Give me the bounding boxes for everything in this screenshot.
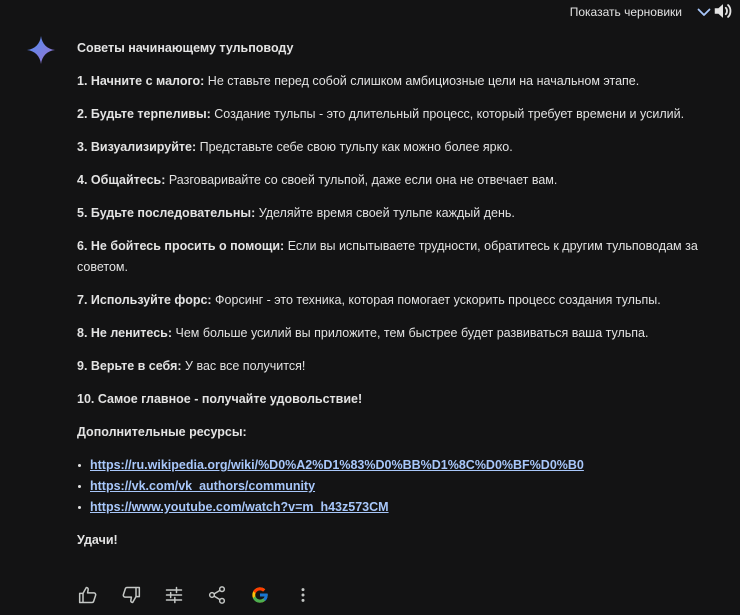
tip-item	[77, 236, 717, 278]
tip-item	[77, 323, 717, 344]
tip-item	[77, 137, 717, 158]
tip-label: 10. Самое главное - получайте удовольствие!	[77, 392, 363, 406]
tip-text: Создание тульпы - это длительный процесс, который требует времени и усилий.	[210, 107, 685, 121]
tip-item	[77, 170, 717, 191]
thumbs-down-icon	[121, 585, 141, 605]
list-item	[90, 497, 717, 518]
tune-icon	[164, 585, 184, 605]
thumbs-up-icon	[78, 585, 98, 605]
tip-label: 6. Не бойтесь просить о помощи:	[77, 239, 285, 253]
show-drafts-label: Показать черновики	[569, 5, 682, 19]
tip-text: Если вы испытываете трудности, обратитесь к другим тульповодам за советом.	[77, 239, 698, 274]
resources-title: Дополнительные ресурсы:	[77, 425, 247, 439]
more-vert-icon	[293, 585, 313, 605]
more-options-button[interactable]	[292, 584, 314, 606]
show-drafts-button[interactable]	[570, 4, 712, 20]
tip-item	[77, 356, 717, 377]
tip-item	[77, 71, 717, 92]
tip-text: Разговаривайте со своей тульпой, даже если она не отвечает вам.	[165, 173, 558, 187]
tip-label: 4. Общайтесь:	[77, 173, 166, 187]
tip-label: 9. Верьте в себя:	[77, 359, 182, 373]
tip-item	[77, 104, 717, 125]
thumbs-up-button[interactable]	[77, 584, 99, 606]
youtube-link[interactable]: https://www.youtube.com/watch?v=m_h43z573CM	[90, 500, 389, 514]
tip-label: 3. Визуализируйте:	[77, 140, 197, 154]
google-icon	[250, 585, 270, 605]
response-title: Советы начинающему тульповоду	[77, 41, 294, 55]
tip-label: 5. Будьте последовательны:	[77, 206, 256, 220]
tip-item	[77, 203, 717, 224]
wikipedia-link[interactable]: https://ru.wikipedia.org/wiki/%D0%A2%D1%83%D0%BB%D1%8C%D0%BF%D0%B0	[90, 458, 584, 472]
tip-label: 8. Не ленитесь:	[77, 326, 173, 340]
tip-item	[77, 389, 717, 410]
tip-text: Уделяйте время своей тульпе каждый день.	[255, 206, 515, 220]
thumbs-down-button[interactable]	[120, 584, 142, 606]
tip-text: Представьте себе свою тульпу как можно более ярко.	[196, 140, 513, 154]
speaker-icon[interactable]	[712, 0, 734, 22]
share-button[interactable]	[206, 584, 228, 606]
tip-label: 7. Используйте форс:	[77, 293, 212, 307]
tip-label: 2. Будьте терпеливы:	[77, 107, 211, 121]
list-item	[90, 476, 717, 497]
share-icon	[207, 585, 227, 605]
list-item	[90, 455, 717, 476]
tip-text: У вас все получится!	[181, 359, 306, 373]
top-bar	[570, 0, 740, 24]
vk-link[interactable]: https://vk.com/vk_authors/community	[90, 479, 316, 493]
response-content	[77, 38, 717, 551]
closing-text: Удачи!	[77, 533, 118, 547]
tip-text: Форсинг - это техника, которая помогает ускорить процесс создания тульпы.	[211, 293, 661, 307]
tip-label: 1. Начните с малого:	[77, 74, 205, 88]
tip-item	[77, 290, 717, 311]
double-check-button[interactable]	[249, 584, 271, 606]
chevron-down-icon	[696, 4, 712, 20]
resources-list	[77, 455, 717, 518]
gemini-spark-icon	[26, 35, 56, 65]
modify-response-button[interactable]	[163, 584, 185, 606]
tip-text: Чем больше усилий вы приложите, тем быстрее будет развиваться ваша тульпа.	[172, 326, 649, 340]
response-actions-bar	[77, 584, 335, 606]
tip-text: Не ставьте перед собой слишком амбициозные цели на начальном этапе.	[204, 74, 640, 88]
